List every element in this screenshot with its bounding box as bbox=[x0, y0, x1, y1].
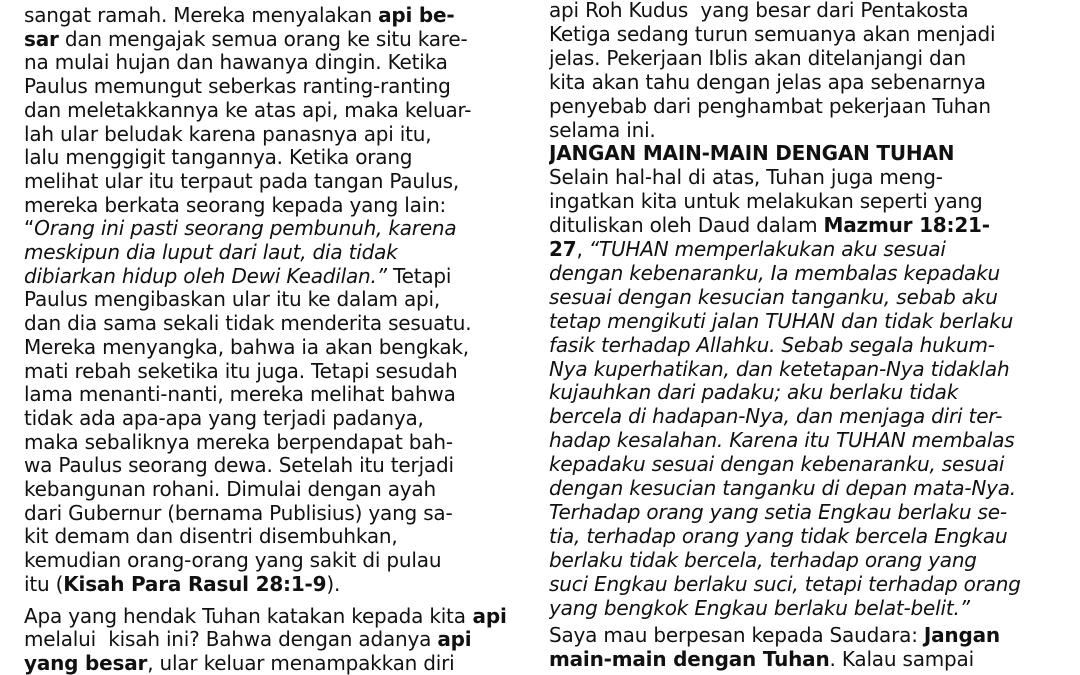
text-span: Ketiga sedang turun semuanya akan menjadi bbox=[549, 21, 996, 46]
text-span: selama ini. bbox=[549, 117, 656, 142]
text-line bbox=[549, 118, 656, 142]
italic-text: Orang ini pasti seorang pembunuh, karena bbox=[34, 216, 457, 241]
text-line bbox=[549, 623, 1000, 647]
bold-text: main-main dengan Tuhan bbox=[549, 647, 830, 672]
text-span: sangat ramah. Mereka menyalakan bbox=[24, 3, 379, 27]
bold-text: yang besar bbox=[24, 650, 148, 675]
text-line bbox=[549, 189, 982, 213]
text-line bbox=[549, 647, 974, 671]
text-line bbox=[24, 240, 398, 264]
italic-text: dengan kesucian tanganku di depan mata-Nya. bbox=[549, 476, 1016, 500]
text-span: Saya mau berpesan kepada Saudara: bbox=[549, 623, 924, 648]
text-line bbox=[549, 22, 995, 46]
text-span: kit demam dan disentri disembuhkan, bbox=[24, 524, 398, 549]
text-line bbox=[24, 430, 453, 454]
text-line bbox=[24, 477, 436, 501]
text-line bbox=[24, 501, 453, 525]
text-line bbox=[24, 122, 431, 146]
italic-text: tia, terhadap orang yang tidak bercela Engkau bbox=[549, 523, 1008, 548]
text-line bbox=[24, 264, 451, 288]
text-line bbox=[24, 145, 412, 169]
bold-text: api bbox=[465, 603, 507, 628]
text-line bbox=[24, 382, 456, 406]
text-line bbox=[24, 453, 454, 477]
italic-text: dibiarkan hidup oleh Dewi Keadilan.” bbox=[24, 263, 387, 288]
italic-text: sesuai dengan kesucian tanganku, sebab aku bbox=[549, 284, 998, 309]
text-line bbox=[549, 404, 1002, 428]
text-span: penyebab dari penghambat pekerjaan Tuhan bbox=[549, 93, 991, 118]
text-line bbox=[24, 169, 459, 193]
text-line bbox=[24, 651, 455, 675]
text-span: dan dia sama sekali tidak menderita sesuatu. bbox=[24, 311, 472, 336]
text-line bbox=[24, 627, 471, 651]
italic-text: berlaku tidak bercela, terhadap orang yang bbox=[549, 547, 977, 572]
text-span: . Kalau sampai bbox=[829, 647, 974, 672]
text-span: dan mengajak semua orang ke situ kare- bbox=[58, 26, 468, 51]
text-line bbox=[549, 333, 995, 357]
italic-text: kepadaku sesuai dengan kebenaranku, sesuai bbox=[549, 452, 1005, 477]
text-line bbox=[549, 46, 966, 70]
italic-text: Terhadap orang yang setia Engkau berlaku se- bbox=[549, 499, 1007, 524]
text-span: kemudian orang-orang yang sakit di pulau bbox=[24, 548, 442, 573]
italic-text: bercela di hadapan-Nya, dan menjaga diri ter- bbox=[549, 404, 1003, 429]
text-line bbox=[24, 27, 468, 51]
text-line bbox=[549, 428, 1015, 452]
italic-text: meskipun dia luput dari laut, dia tidak bbox=[24, 240, 398, 264]
text-line bbox=[549, 165, 943, 189]
text-span: dituliskan oleh Daud dalam bbox=[549, 213, 824, 238]
text-span: Selain hal-hal di atas, Tuhan juga meng- bbox=[549, 165, 943, 190]
italic-text: suci Engkau berlaku suci, tetapi terhadap orang bbox=[549, 571, 1021, 596]
bold-text: 27 bbox=[549, 237, 577, 261]
text-line bbox=[549, 572, 1021, 596]
text-span: dan meletakkannya ke atas api, maka keluar- bbox=[24, 97, 472, 122]
text-span: melihat ular itu terpaut pada tangan Paulus, bbox=[24, 168, 460, 193]
bold-text: Jangan bbox=[923, 623, 1000, 648]
text-line bbox=[24, 548, 441, 572]
bold-text: Mazmur 18:21- bbox=[823, 213, 990, 238]
text-span: jelas. Pekerjaan Iblis akan ditelanjangi dan bbox=[549, 45, 967, 70]
italic-text: Nya kuperhatikan, dan ketetapan-Nya tidaklah bbox=[549, 356, 1010, 381]
text-line bbox=[24, 359, 458, 383]
text-span: lama menanti-nanti, mereka melihat bahwa bbox=[24, 382, 456, 407]
text-span: dari Gubernur (bernama Publisius) yang sa- bbox=[24, 500, 453, 525]
bold-text: api bbox=[437, 627, 472, 652]
text-span: itu ( bbox=[24, 571, 64, 596]
text-line bbox=[549, 237, 946, 261]
text-line bbox=[549, 213, 990, 237]
text-line bbox=[549, 309, 1013, 333]
text-span: na mulai hujan dan hawanya dingin. Ketika bbox=[24, 50, 448, 75]
text-line bbox=[549, 380, 958, 404]
left-column bbox=[24, 0, 534, 675]
text-span: mereka berkata seorang kepada yang lain: bbox=[24, 192, 447, 217]
italic-text: yang bengkok Engkau berlaku belat-belit.” bbox=[549, 595, 970, 620]
text-line bbox=[24, 3, 455, 27]
text-line bbox=[549, 357, 1009, 381]
text-span: wa Paulus seorang dewa. Setelah itu terjadi bbox=[24, 453, 454, 478]
text-span: lah ular beludak karena panasnya api itu, bbox=[24, 121, 432, 146]
text-span: Paulus memungut seberkas ranting-ranting bbox=[24, 74, 451, 99]
text-span: melalui kisah ini? Bahwa dengan adanya bbox=[24, 627, 438, 652]
text-line bbox=[24, 604, 507, 628]
text-span: “ bbox=[24, 216, 35, 241]
text-line bbox=[549, 70, 986, 94]
bold-text: Kisah Para Rasul 28:1-9 bbox=[63, 571, 327, 596]
text-span: Paulus mengibaskan ular itu ke dalam api, bbox=[24, 287, 441, 312]
section-heading bbox=[549, 141, 954, 165]
text-line bbox=[549, 476, 1016, 500]
text-line bbox=[24, 406, 424, 430]
text-span: api Roh Kudus yang besar dari Pentakosta bbox=[549, 0, 969, 22]
text-span: mati rebah seketika itu juga. Tetapi sesudah bbox=[24, 358, 458, 383]
italic-text: hadap kesalahan. Karena itu TUHAN membalas bbox=[549, 428, 1015, 453]
italic-text: dengan kebenaranku, Ia membalas kepadaku bbox=[549, 260, 1000, 285]
text-line bbox=[24, 335, 469, 359]
text-line bbox=[24, 524, 398, 548]
bold-text: JANGAN MAIN-MAIN DENGAN TUHAN bbox=[549, 141, 955, 166]
italic-text: fasik terhadap Allahku. Sebab segala hukum- bbox=[549, 332, 995, 357]
text-line bbox=[24, 74, 451, 98]
text-line bbox=[549, 524, 1007, 548]
italic-text: “TUHAN memperlakukan aku sesuai bbox=[588, 237, 946, 261]
text-span: Tetapi bbox=[386, 263, 452, 288]
text-line bbox=[549, 500, 1007, 524]
text-line bbox=[24, 287, 440, 311]
text-line bbox=[24, 50, 448, 74]
text-span: kebangunan rohani. Dimulai dengan ayah bbox=[24, 477, 436, 501]
text-line bbox=[24, 98, 471, 122]
bold-text: api be- bbox=[378, 3, 455, 27]
text-span: Mereka menyangka, bahwa ia akan bengkak, bbox=[24, 334, 469, 359]
text-line bbox=[549, 285, 998, 309]
text-span: , ular keluar menampakkan diri bbox=[147, 650, 455, 675]
text-span: ingatkan kita untuk melakukan seperti yang bbox=[549, 189, 983, 214]
text-line bbox=[549, 0, 968, 22]
text-span: tidak ada apa-apa yang terjadi padanya, bbox=[24, 405, 424, 430]
text-line bbox=[549, 596, 970, 620]
italic-text: kujauhkan dari padaku; aku berlaku tidak bbox=[549, 380, 959, 405]
bold-text: sar bbox=[24, 26, 59, 51]
text-span: ). bbox=[326, 571, 341, 596]
text-span: kita akan tahu dengan jelas apa sebenarnya bbox=[549, 69, 986, 94]
text-line bbox=[549, 94, 991, 118]
text-span: Apa yang hendak Tuhan katakan kepada kita bbox=[24, 603, 466, 628]
text-line bbox=[549, 261, 1000, 285]
text-line bbox=[549, 452, 1004, 476]
text-line bbox=[24, 572, 340, 596]
text-span: lalu menggigit tangannya. Ketika orang bbox=[24, 145, 413, 170]
text-line bbox=[24, 311, 471, 335]
text-span: , bbox=[576, 237, 589, 261]
italic-text: tetap mengikuti jalan TUHAN dan tidak berlaku bbox=[549, 308, 1014, 333]
right-column bbox=[549, 0, 1059, 675]
text-line bbox=[549, 548, 977, 572]
text-line bbox=[24, 216, 456, 240]
text-span: maka sebaliknya mereka berpendapat bah- bbox=[24, 429, 453, 454]
text-line bbox=[24, 193, 446, 217]
